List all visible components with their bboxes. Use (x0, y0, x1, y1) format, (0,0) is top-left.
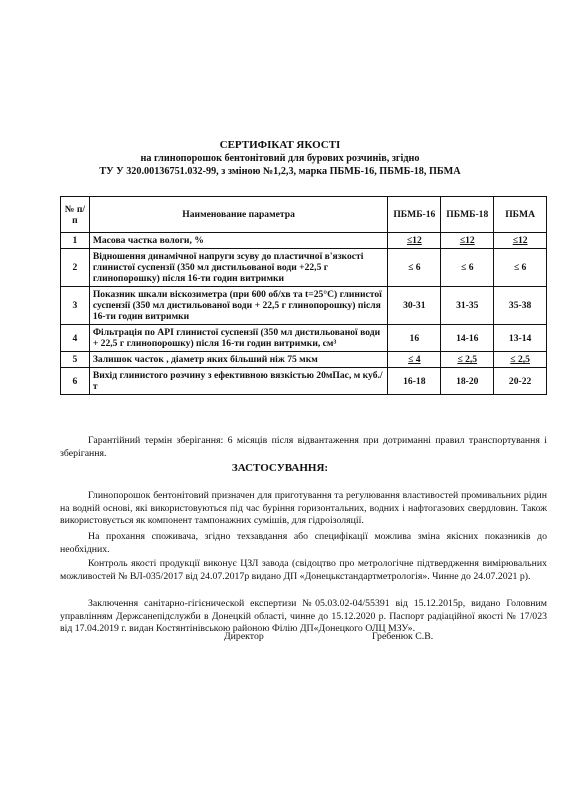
row-value-2: ≤12 (441, 233, 494, 249)
row-num: 5 (61, 352, 90, 368)
application-paragraph-2: На прохання споживача, згідно техзавдання або специфікації можлива зміна якісних показників до необхідних. (60, 531, 547, 555)
row-name: Фільтрація по АРІ глинистої суспензії (350 мл дистильованої води + 22,5 г глинопорошку) після 16-ти годин витримки, см³ (89, 325, 388, 352)
table-header-row (61, 197, 547, 233)
header-col1: ПБМБ-16 (388, 197, 441, 233)
row-value-3: 13-14 (494, 325, 547, 352)
header-name: Наименование параметра (89, 197, 388, 233)
row-value-1: ≤ 6 (388, 249, 441, 287)
row-value-1: 30-31 (388, 287, 441, 325)
row-value-3: ≤ 6 (494, 249, 547, 287)
header-num: № п/п (61, 197, 90, 233)
certificate-title: СЕРТИФІКАТ ЯКОСТІ (219, 139, 341, 151)
row-name: Масова частка вологи, % (89, 233, 388, 249)
row-value-2: 18-20 (441, 368, 494, 395)
row-value-2: ≤ 2,5 (441, 352, 494, 368)
row-num: 1 (61, 233, 90, 249)
header-col2: ПБМБ-18 (441, 197, 494, 233)
application-paragraph-3: Контроль якості продукції виконує ЦЗЛ завода (свідоцтво про метрологічне підтвердження вимірювальних можливостей № ВЛ-035/2017 від 24.07.2017р видано ДП «Донецькстандартметрологія». Чинне до 24.07.2021 р). (60, 558, 547, 582)
row-value-1: ≤12 (388, 233, 441, 249)
row-name: Показник шкали віскозиметра (при 600 об/хв та t=25°С) глинистої суспензії (350 мл дистильованої води + 22,5 г глинопорошку) після 16-ти годин витримки (89, 287, 388, 325)
row-value-2: 14-16 (441, 325, 494, 352)
row-value-3: 20-22 (494, 368, 547, 395)
row-name: Залишок часток , діаметр яких більший ніж 75 мкм (89, 352, 388, 368)
row-value-1: 16 (388, 325, 441, 352)
row-value-1: 16-18 (388, 368, 441, 395)
row-value-1: ≤ 4 (388, 352, 441, 368)
signature-name: Гребенюк С.В. (372, 631, 434, 642)
table-row (61, 249, 547, 287)
row-value-3: ≤12 (494, 233, 547, 249)
row-num: 6 (61, 368, 90, 395)
row-num: 3 (61, 287, 90, 325)
row-num: 4 (61, 325, 90, 352)
row-name: Відношення динамічної напруги зсуву до пластичної в'язкості глинистої суспензії (350 мл дистильованої води +22,5 г глинопорошку) після 16-ти годин витримки (89, 249, 388, 287)
application-heading: ЗАСТОСУВАННЯ: (231, 462, 329, 474)
parameters-table (60, 196, 547, 395)
table-row (61, 325, 547, 352)
row-value-3: 35-38 (494, 287, 547, 325)
row-value-2: 31-35 (441, 287, 494, 325)
certificate-subtitle: на глинопорошок бентонітовий для бурових розчинів, згідно (140, 153, 420, 164)
row-num: 2 (61, 249, 90, 287)
header-col3: ПБМА (494, 197, 547, 233)
table-row (61, 287, 547, 325)
certificate-spec-line: ТУ У 320.00136751.032-99, з зміною №1,2,3, марка ПБМБ-16, ПБМБ-18, ПБМА (99, 166, 461, 177)
row-value-3: ≤ 2,5 (494, 352, 547, 368)
storage-note: Гарантійний термін зберігання: 6 місяців після відвантаження при дотриманні правил транспортування і зберігання. (60, 435, 547, 459)
signature-role: Директор (224, 631, 264, 642)
application-paragraph-1: Глинопорошок бентонітовий призначен для приготування та регулювання властивостей промивальних рідин на водній основі, які використовуються під час буріння горизонтальних, водних і нафтогазових свердловин. Також використовується як компонент тампонажних сумішів, для гідроізоляції. (60, 490, 547, 527)
application-paragraph-4: Заключення санітарно-гігієнической експертизи №05.03.02-04/55391 від 15.12.2015р, видано Головним управлінням Держсанепідслужби в Донецкій області, чинне до 15.12.2020 р. Паспорт радіаційної якості № 17/023 від 17.04.2019 г. видан Костянтінівською районою Філію ДП«Донецкого ОЛЦ МЗУ». (60, 598, 547, 635)
table-row (61, 368, 547, 395)
row-name: Вихід глинистого розчину з ефективною вязкістью 20мПас, м куб./т (89, 368, 388, 395)
table-row (61, 233, 547, 249)
row-value-2: ≤ 6 (441, 249, 494, 287)
table-row (61, 352, 547, 368)
